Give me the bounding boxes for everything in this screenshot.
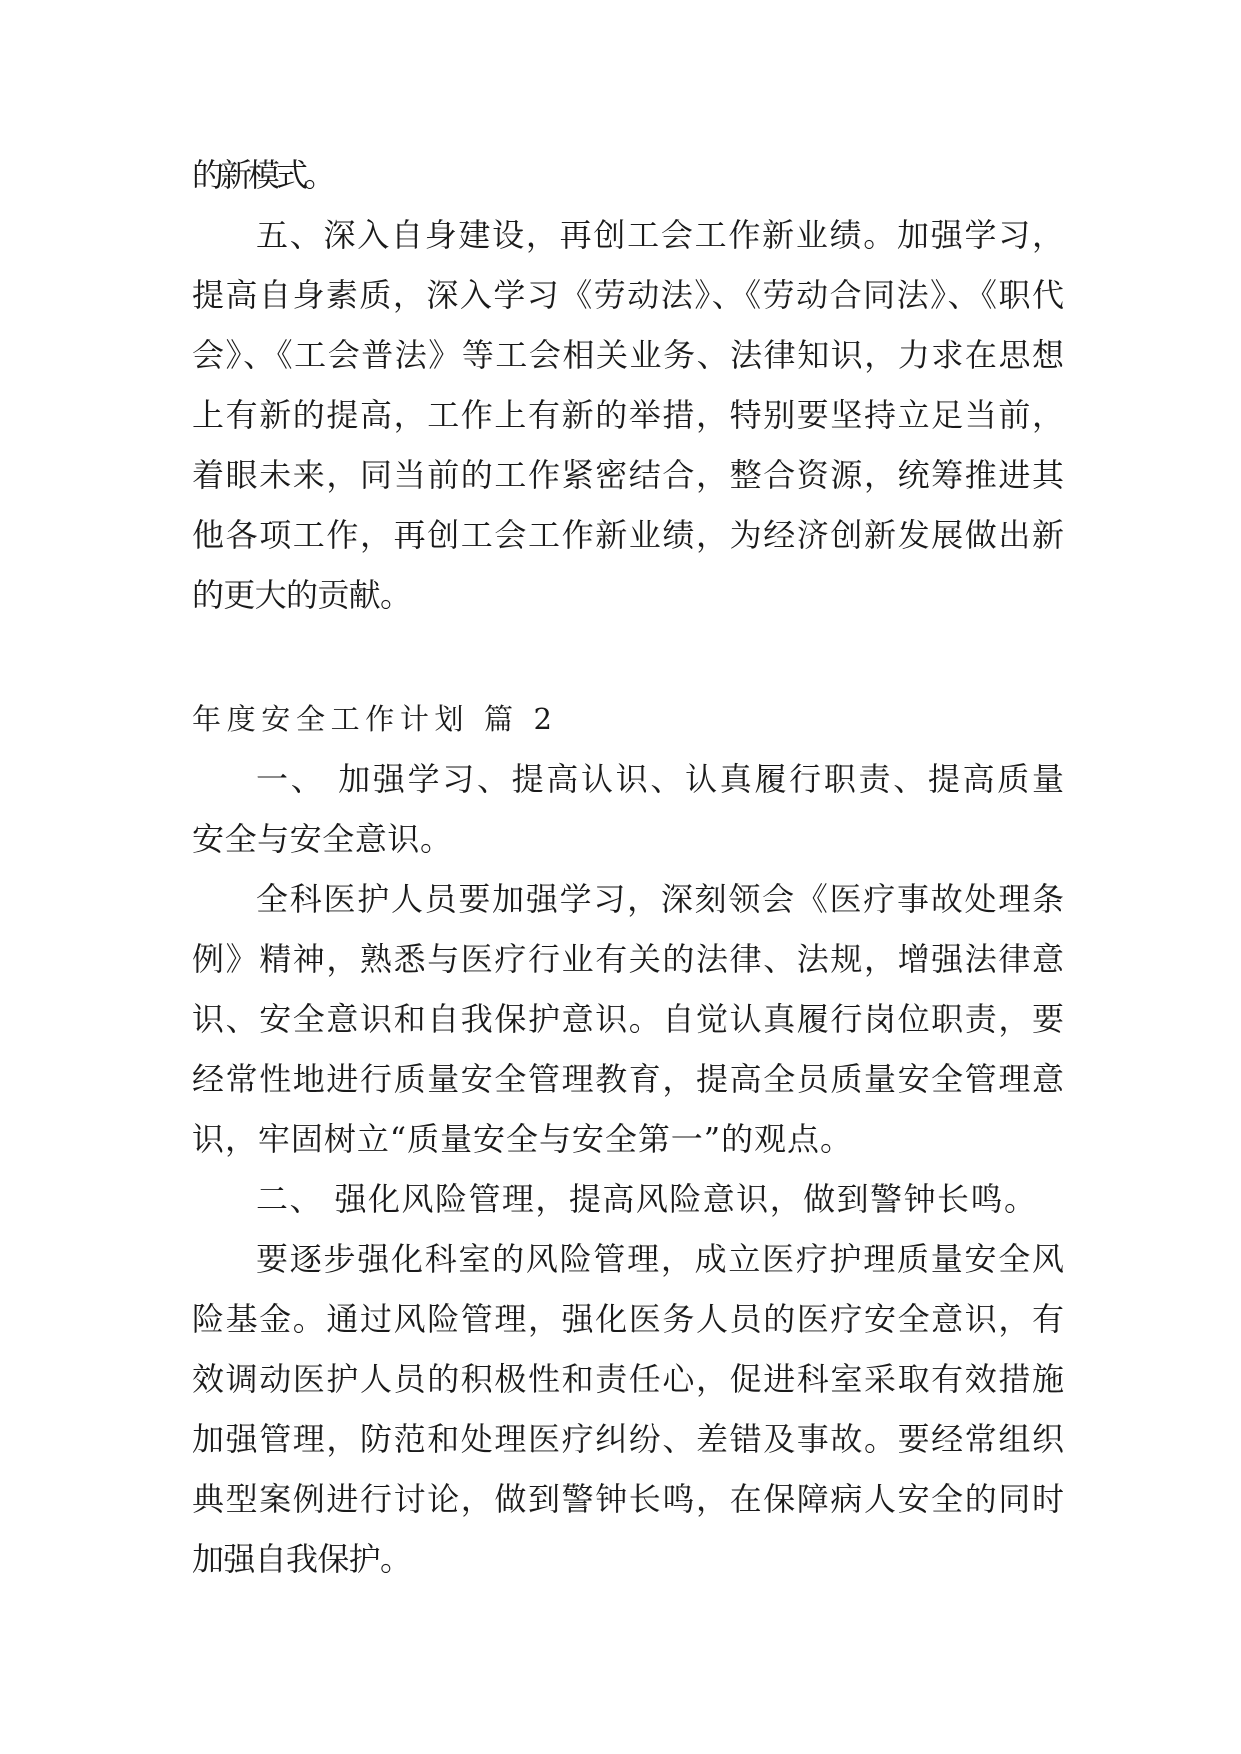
text-line: 要逐步强化科室的风险管理，成立医疗护理质量安全风 (256, 1240, 1066, 1278)
text-line: 经常性地进行质量安全管理教育，提高全员质量安全管理意 (192, 1060, 1066, 1098)
text-line: 效调动医护人员的积极性和责任心，促进科室采取有效措施 (192, 1360, 1066, 1398)
text-line: 典型案例进行讨论，做到警钟长鸣，在保障病人安全的同时 (192, 1480, 1066, 1518)
text-line: 识、安全意识和自我保护意识。自觉认真履行岗位职责，要 (192, 1000, 1066, 1038)
text-line: 他各项工作，再创工会工作新业绩，为经济创新发展做出新 (192, 516, 1066, 554)
text-line: 的新模式。 (192, 156, 333, 194)
text-line: 识，牢固树立“质量安全与安全第一”的观点。 (192, 1120, 853, 1158)
text-line: 例》精神，熟悉与医疗行业有关的法律、法规，增强法律意 (192, 940, 1066, 978)
text-line: 着眼未来，同当前的工作紧密结合，整合资源，统筹推进其 (192, 456, 1066, 494)
text-line: 二、 强化风险管理，提高风险意识，做到警钟长鸣。 (256, 1180, 1038, 1218)
text-line: 上有新的提高，工作上有新的举措，特别要坚持立足当前， (192, 396, 1066, 434)
text-line: 安全与安全意识。 (192, 820, 453, 858)
text-line: 险基金。通过风险管理，强化医务人员的医疗安全意识，有 (192, 1300, 1066, 1338)
text-line: 提高自身素质，深入学习《劳动法》、《劳动合同法》、《职代 (192, 276, 1066, 314)
text-line: 加强自我保护。 (192, 1540, 412, 1578)
text-line: 加强管理，防范和处理医疗纠纷、差错及事故。要经常组织 (192, 1420, 1066, 1458)
text-line: 五、深入自身建设，再创工会工作新业绩。加强学习， (256, 216, 1066, 254)
text-line: 全科医护人员要加强学习，深刻领会《医疗事故处理条 (256, 880, 1066, 918)
section-heading: 年度安全工作计划 篇 2 (192, 702, 558, 736)
text-line: 会》、《工会普法》等工会相关业务、法律知识，力求在思想 (192, 336, 1066, 374)
text-line: 一、 加强学习、提高认识、认真履行职责、提高质量 (256, 760, 1067, 798)
text-line: 的更大的贡献。 (192, 576, 412, 614)
